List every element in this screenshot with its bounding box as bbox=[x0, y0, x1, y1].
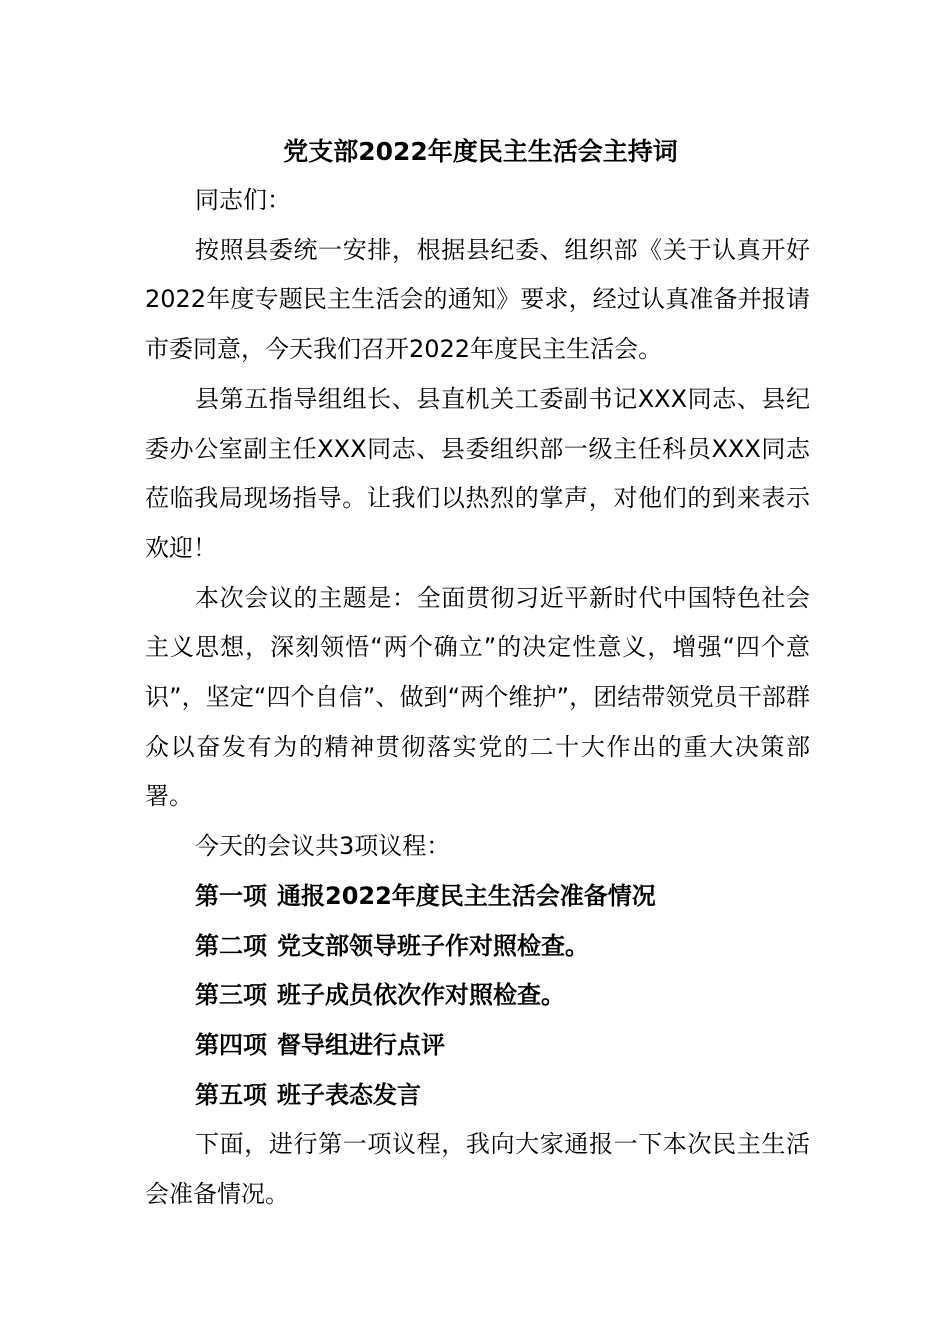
agenda-item-number: 第五项 bbox=[195, 1080, 267, 1109]
paragraph-closing: 下面，进行第一项议程，我向大家通报一下本次民主生活会准备情况。 bbox=[145, 1130, 810, 1209]
agenda-item bbox=[145, 922, 810, 972]
agenda-item-text: 党支部领导班子作对照检查。 bbox=[277, 931, 589, 960]
agenda-item-text: 班子成员依次作对照检查。 bbox=[277, 981, 565, 1010]
agenda-item bbox=[145, 1071, 810, 1121]
agenda-item-text: 通报2022年度民主生活会准备情况 bbox=[277, 881, 656, 910]
paragraph-agenda-intro: 今天的会议共3项议程： bbox=[195, 832, 451, 861]
agenda-item bbox=[145, 971, 810, 1021]
agenda-list bbox=[145, 872, 810, 1121]
agenda-item bbox=[145, 872, 810, 922]
salutation: 同志们： bbox=[195, 186, 291, 214]
agenda-item-number: 第三项 bbox=[195, 981, 267, 1010]
paragraph-intro: 按照县委统一安排，根据县纪委、组织部《关于认真开好2022年度专题民主生活会的通知》要求，经过认真准备并报请市委同意，今天我们召开2022年度民主生活会。 bbox=[145, 235, 810, 364]
document-page bbox=[145, 128, 810, 1220]
document-title: 党支部2022年度民主生活会主持词 bbox=[283, 137, 678, 166]
agenda-item-text: 督导组进行点评 bbox=[277, 1030, 445, 1059]
agenda-item-number: 第一项 bbox=[195, 881, 267, 910]
agenda-item-number: 第四项 bbox=[195, 1030, 267, 1059]
agenda-item-number: 第二项 bbox=[195, 931, 267, 960]
paragraph-theme: 本次会议的主题是：全面贯彻习近平新时代中国特色社会主义思想，深刻领悟“两个确立”的决定性意义，增强“四个意识”，坚定“四个自信”、做到“两个维护”，团结带领党员干部群众以奋发有为的精神贯彻落实党的二十大作出的重大决策部署。 bbox=[145, 583, 810, 811]
agenda-item bbox=[145, 1021, 810, 1071]
paragraph-guests: 县第五指导组组长、县直机关工委副书记XXX同志、县纪委办公室副主任XXX同志、县委组织部一级主任科员XXX同志莅临我局现场指导。让我们以热烈的掌声，对他们的到来表示欢迎！ bbox=[145, 384, 810, 562]
agenda-item-text: 班子表态发言 bbox=[277, 1080, 421, 1109]
